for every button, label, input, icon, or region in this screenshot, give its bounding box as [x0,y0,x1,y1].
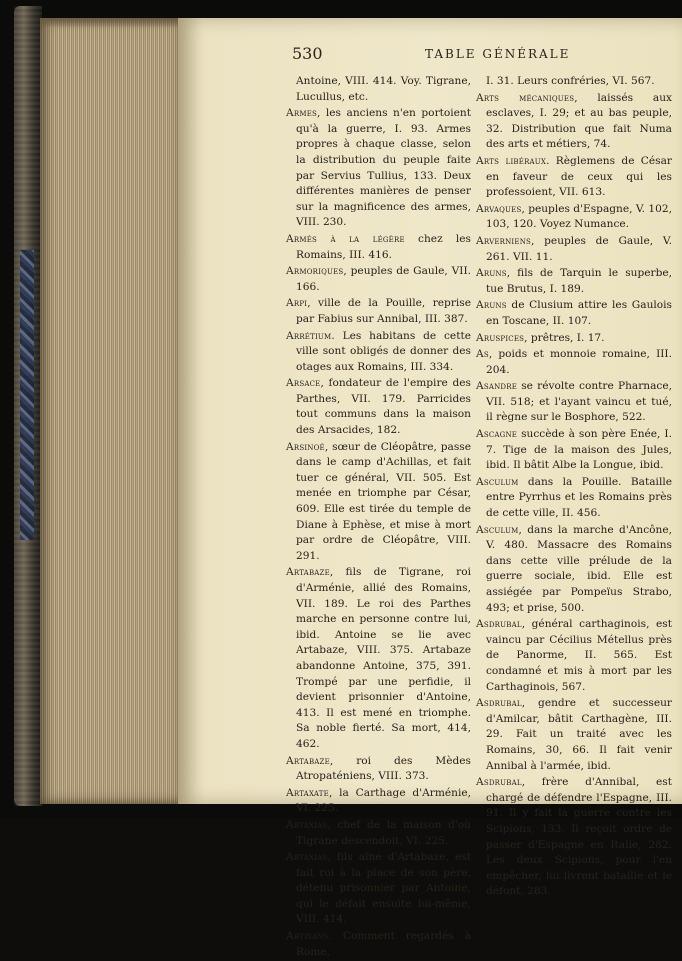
entry-headword: As [476,348,489,361]
entry-text: , la Carthage d'Arménie, VI. 225. [296,786,471,815]
entry-headword: Artaxias [286,818,328,831]
entry-text: , peuples de Gaule, V. 261. VII. 11. [486,234,672,263]
entry-headword: Aruns [476,299,507,312]
index-entry [286,929,471,960]
index-entry [476,298,672,329]
entry-text: , laissés aux esclaves, I. 29; et au bas peuple, 32. Distribution que fait Numa des arts et métiers, 74. [486,91,672,151]
index-entry [476,234,672,265]
entry-headword: Artisans [286,930,329,943]
index-entry [286,786,471,817]
index-entry [286,376,471,438]
index-entry [476,523,672,617]
entry-headword: Ascagne [476,428,518,441]
index-entry [476,74,672,90]
index-entry [286,565,471,752]
index-entry [286,440,471,565]
entry-text: . Les habitans de cette ville sont obligés de donner des otages aux Romains, III. 334. [296,329,471,373]
index-column-left [286,74,471,961]
entry-text: , fils de Tarquin le superbe, tue Brutus, I. 189. [486,267,672,295]
entry-headword: Arpi [286,297,308,310]
entry-headword: Arts libéraux [476,154,547,167]
entry-text: , ville de la Pouille, reprise par Fabius sur Annibal, III. 387. [296,297,471,325]
entry-text: , dans la marche d'Ancône, V. 480. Massacre des Romains dans cette ville prélude de la guerre sociale, ibid. Elle est assiégée par Pompeïus Strabo, 493; et prise, 500. [486,523,672,614]
index-entry [286,329,471,376]
entry-headword: Asdrubal [476,618,522,631]
index-entry [286,106,471,231]
index-entry [286,818,471,849]
entry-text: , fils aîné d'Artabaze, est fait roi à la place de son père, détenu prisonnier par Antoine, qui le défait ensuite lui-même, VIII. 414. [296,851,471,926]
index-entry [286,232,471,263]
index-entry [476,696,672,774]
entry-text: . Règlemens de César en faveur de ceux qui les professoient, VII. 613. [486,154,672,199]
entry-headword: Armes [286,107,317,120]
entry-text: , gendre et successeur d'Amilcar, bâtit Carthagène, III. 29. Fait un traité avec les Romains, 30, 66. Il fait venir Annibal à l'armée, ibid. [486,697,672,772]
entry-text: , sœur de Cléopâtre, passe dans le camp d'Achillas, et fait tuer ce général, VII. 505. Est menée en triomphe par César, 609. Elle est tirée du temple de Diane à Ephèse, et mise à mort par ordre de Cléopâtre, VIII. 291. [296,440,471,562]
index-entry [476,475,672,522]
entry-headword: Armoriques [286,265,344,278]
marbled-endpaper [20,250,34,540]
index-entry [476,617,672,695]
entry-headword: Artabaze [286,754,330,767]
entry-headword: Arsinoé [286,440,325,453]
entry-text: de Clusium attire les Gaulois en Toscane, II. 107. [486,299,672,327]
entry-headword: Artabaze [286,566,330,579]
index-entry [286,74,471,105]
index-entry [476,775,672,900]
index-entry [476,154,672,201]
entry-text: , chef de la maison d'où Tigrane descendoit, VI. 225. [296,818,471,847]
entry-text: dans la Pouille. Bataille entre Pyrrhus et les Romains près de cette ville, II. 456. [486,475,672,520]
index-entry [476,379,672,426]
entry-headword: Arverniens [476,234,532,247]
entry-headword: Armés à la légère [286,232,405,245]
entry-headword: Asculum [476,475,519,488]
entry-text: , frère d'Annibal, est chargé de défendre l'Espagne, III. 91. Il y fait la guerre contre les Scipions, 133. Il reçoit ordre de passer d'Espagne en Italie, 282. Les deux Scipions, pour l'en empêcher, lui livrent bataille et le défont, 283. [486,776,672,898]
entry-headword: Asdrubal [476,776,522,789]
entry-headword: Aruns [476,267,507,280]
index-entry [476,331,672,347]
entry-headword: Artaxate [286,786,329,799]
running-head [0,44,682,66]
index-entry [286,296,471,327]
entry-text: , fils de Tigrane, roi d'Arménie, allié des Romains, VII. 189. Le roi des Parthes marche en personne contre lui, ibid. Antoine se lie avec Artabaze, VIII. 375. Artabaze abandonne Antoine, 375, 391. Trompé par une perfidie, il devient prisonnier d'Antoine, 413. Il est mené en triomphe. Sa noble fierté. Sa mort, 414, 462. [296,566,471,750]
page-number: 530 [292,44,323,63]
entry-headword: Asdrubal [476,697,522,710]
entry-text: se révolte contre Pharnace, VII. 518; et l'ayant vaincu et tué, il règne sur le Bosphore, 522. [486,380,672,424]
entry-text: , les anciens n'en portoient qu'à la guerre, I. 93. Armes propres à chaque classe, selon la distribution du peuple faite par Servius Tullius, 133. Deux différentes manières de penser sur la magnificence des armes, VIII. 230. [296,107,471,229]
index-entry [286,264,471,295]
index-entry [476,427,672,474]
entry-headword: Asandre [476,380,518,393]
entry-text: chez les Romains, III. 416. [296,232,471,261]
running-title: TABLE GÉNÉRALE [425,47,571,61]
entry-text: , peuples d'Espagne, V. 102, 103, 120. Voyez Numance. [486,202,672,231]
page-block-edge [40,18,190,804]
index-column-right [476,74,672,901]
index-entry [286,754,471,785]
entry-text: , général carthaginois, est vaincu par Cécilius Métellus près de Panorme, II. 565. Est condamné et mis à mort par les Carthaginois, 567. [486,618,672,693]
entry-headword: Arrétium [286,329,332,342]
entry-text: , prêtres, I. 17. [524,331,605,344]
entry-headword: Arvaques [476,202,522,215]
index-entry [476,347,672,378]
entry-text: Antoine, VIII. 414. Voy. Tigrane, Lucullus, etc. [296,75,471,103]
entry-text: , peuples de Gaule, VII. 166. [296,265,471,293]
entry-headword: Artaxias [286,851,328,864]
index-entry [476,266,672,297]
index-entry [286,850,471,928]
entry-text: , roi des Mèdes Atropaténiens, VIII. 373. [296,754,471,783]
entry-text: succède à son père Enée, I. 7. Tige de la maison des Jules, ibid. Il bâtit Albe la Longue, ibid. [486,428,672,472]
entry-headword: Arts mécaniques [476,91,575,104]
entry-text: , poids et monnoie romaine, III. 204. [486,348,672,376]
entry-text: . Comment regardés à Rome, [296,930,471,958]
entry-headword: Arsace [286,377,321,390]
entry-text: I. 31. Leurs confréries, VI. 567. [486,75,655,87]
index-entry [476,202,672,233]
entry-headword: Asculum [476,523,519,536]
entry-text: , fondateur de l'empire des Parthes, VII. 179. Parricides tout communs dans la maison des Arsacides, 182. [296,377,471,437]
entry-headword: Aruspices [476,331,525,344]
index-entry [476,91,672,153]
